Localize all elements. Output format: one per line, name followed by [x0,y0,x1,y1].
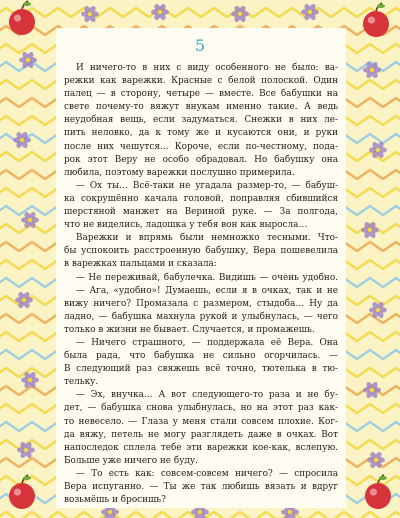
text-line: режки как варежки. Красные с белой полоской. Один [64,76,338,87]
text-line: палец — в сторону, четыре — вместе. Все бабушки на [64,89,338,100]
text-line: в варежках пальцами и сказала: [64,259,217,270]
text-line: да вяжу, петель не могу разглядеть даже в очках. Вот [64,429,338,440]
text-line: неудобная вещь, если задуматься. Снежки в них ле- [64,115,338,126]
text-line: шерстяной манжет на Вериной руке. — За полгода, [64,207,338,218]
text-line: вижу ничего? Промазала с размером, стыдоба… Ну да [64,298,338,309]
text-line: рок этот Веру не особо обрадовал. Но бабушку она [64,154,338,165]
text-line: ка сокрушённо качала головой, поправляя сбившийся [64,193,338,204]
text-line: тельку. [64,377,99,388]
text-line: Варежки и впрямь были немножко тесными. Что- [76,233,338,244]
text-line: — Ох ты… Всё-таки не угадала размер-то, — бабуш- [76,180,338,191]
text-line: — Ничего страшного, — поддержала её Вера. Она [76,337,338,348]
text-line: — Не переживай, бабулечка. Видишь — очень удобно. [76,272,338,283]
text-line: — То есть как: совсем-совсем ничего? — спросила [76,468,338,479]
text-line: то невесело. — Глаза у меня стали совсем плохие. Ког- [64,416,338,427]
text-line: — Эх, внучка… А вот следующего-то раза и не бу- [76,390,338,401]
text-line: любила, поэтому варежки послушно примерила. [64,167,295,178]
text-line: возьмёшь и бросишь? [64,495,166,506]
story-text [64,62,338,507]
text-line: дет, — бабушка снова улыбнулась, но на этот раз как- [64,403,338,414]
text-line: Вера испуганно. — Ты же так любишь вязать и вдруг [64,482,338,492]
text-line: была рада, что бабушка не сильно огорчилась. — [64,351,338,362]
text-line: Больше уже ничего не буду. [64,455,198,466]
text-line: И ничего-то в них с виду особенного не было: ва- [76,63,338,73]
text-line: напоследок сплела тебе эти варежки кое-как, вслепую. [64,442,338,453]
page-number: 5 [194,36,206,55]
text-line: только в жизни не бывает. Случается, и промажешь. [64,324,315,335]
text-line: что не виделись, ладошка у тебя вон как выросла… [64,220,308,231]
text-line: — Ага, «удобно»! Думаешь, если я в очках, так и не [76,285,338,296]
text-line: пить неловко, да к тому же и кусаются они, и руки [64,128,338,139]
text-line: бы успокоить расстроенную бабушку, Вера пошевелила [64,246,338,257]
text-line: В следующий раз свяжешь всё точно, тютелька в тю- [64,364,338,375]
text-line: после них чешутся… Короче, если по-честному, пода- [64,141,338,152]
text-line: ладно, — бабушка махнула рукой и улыбнулась, — чего [64,311,338,322]
text-line: свете почему-то вяжут внукам именно такие. А ведь [64,102,338,113]
